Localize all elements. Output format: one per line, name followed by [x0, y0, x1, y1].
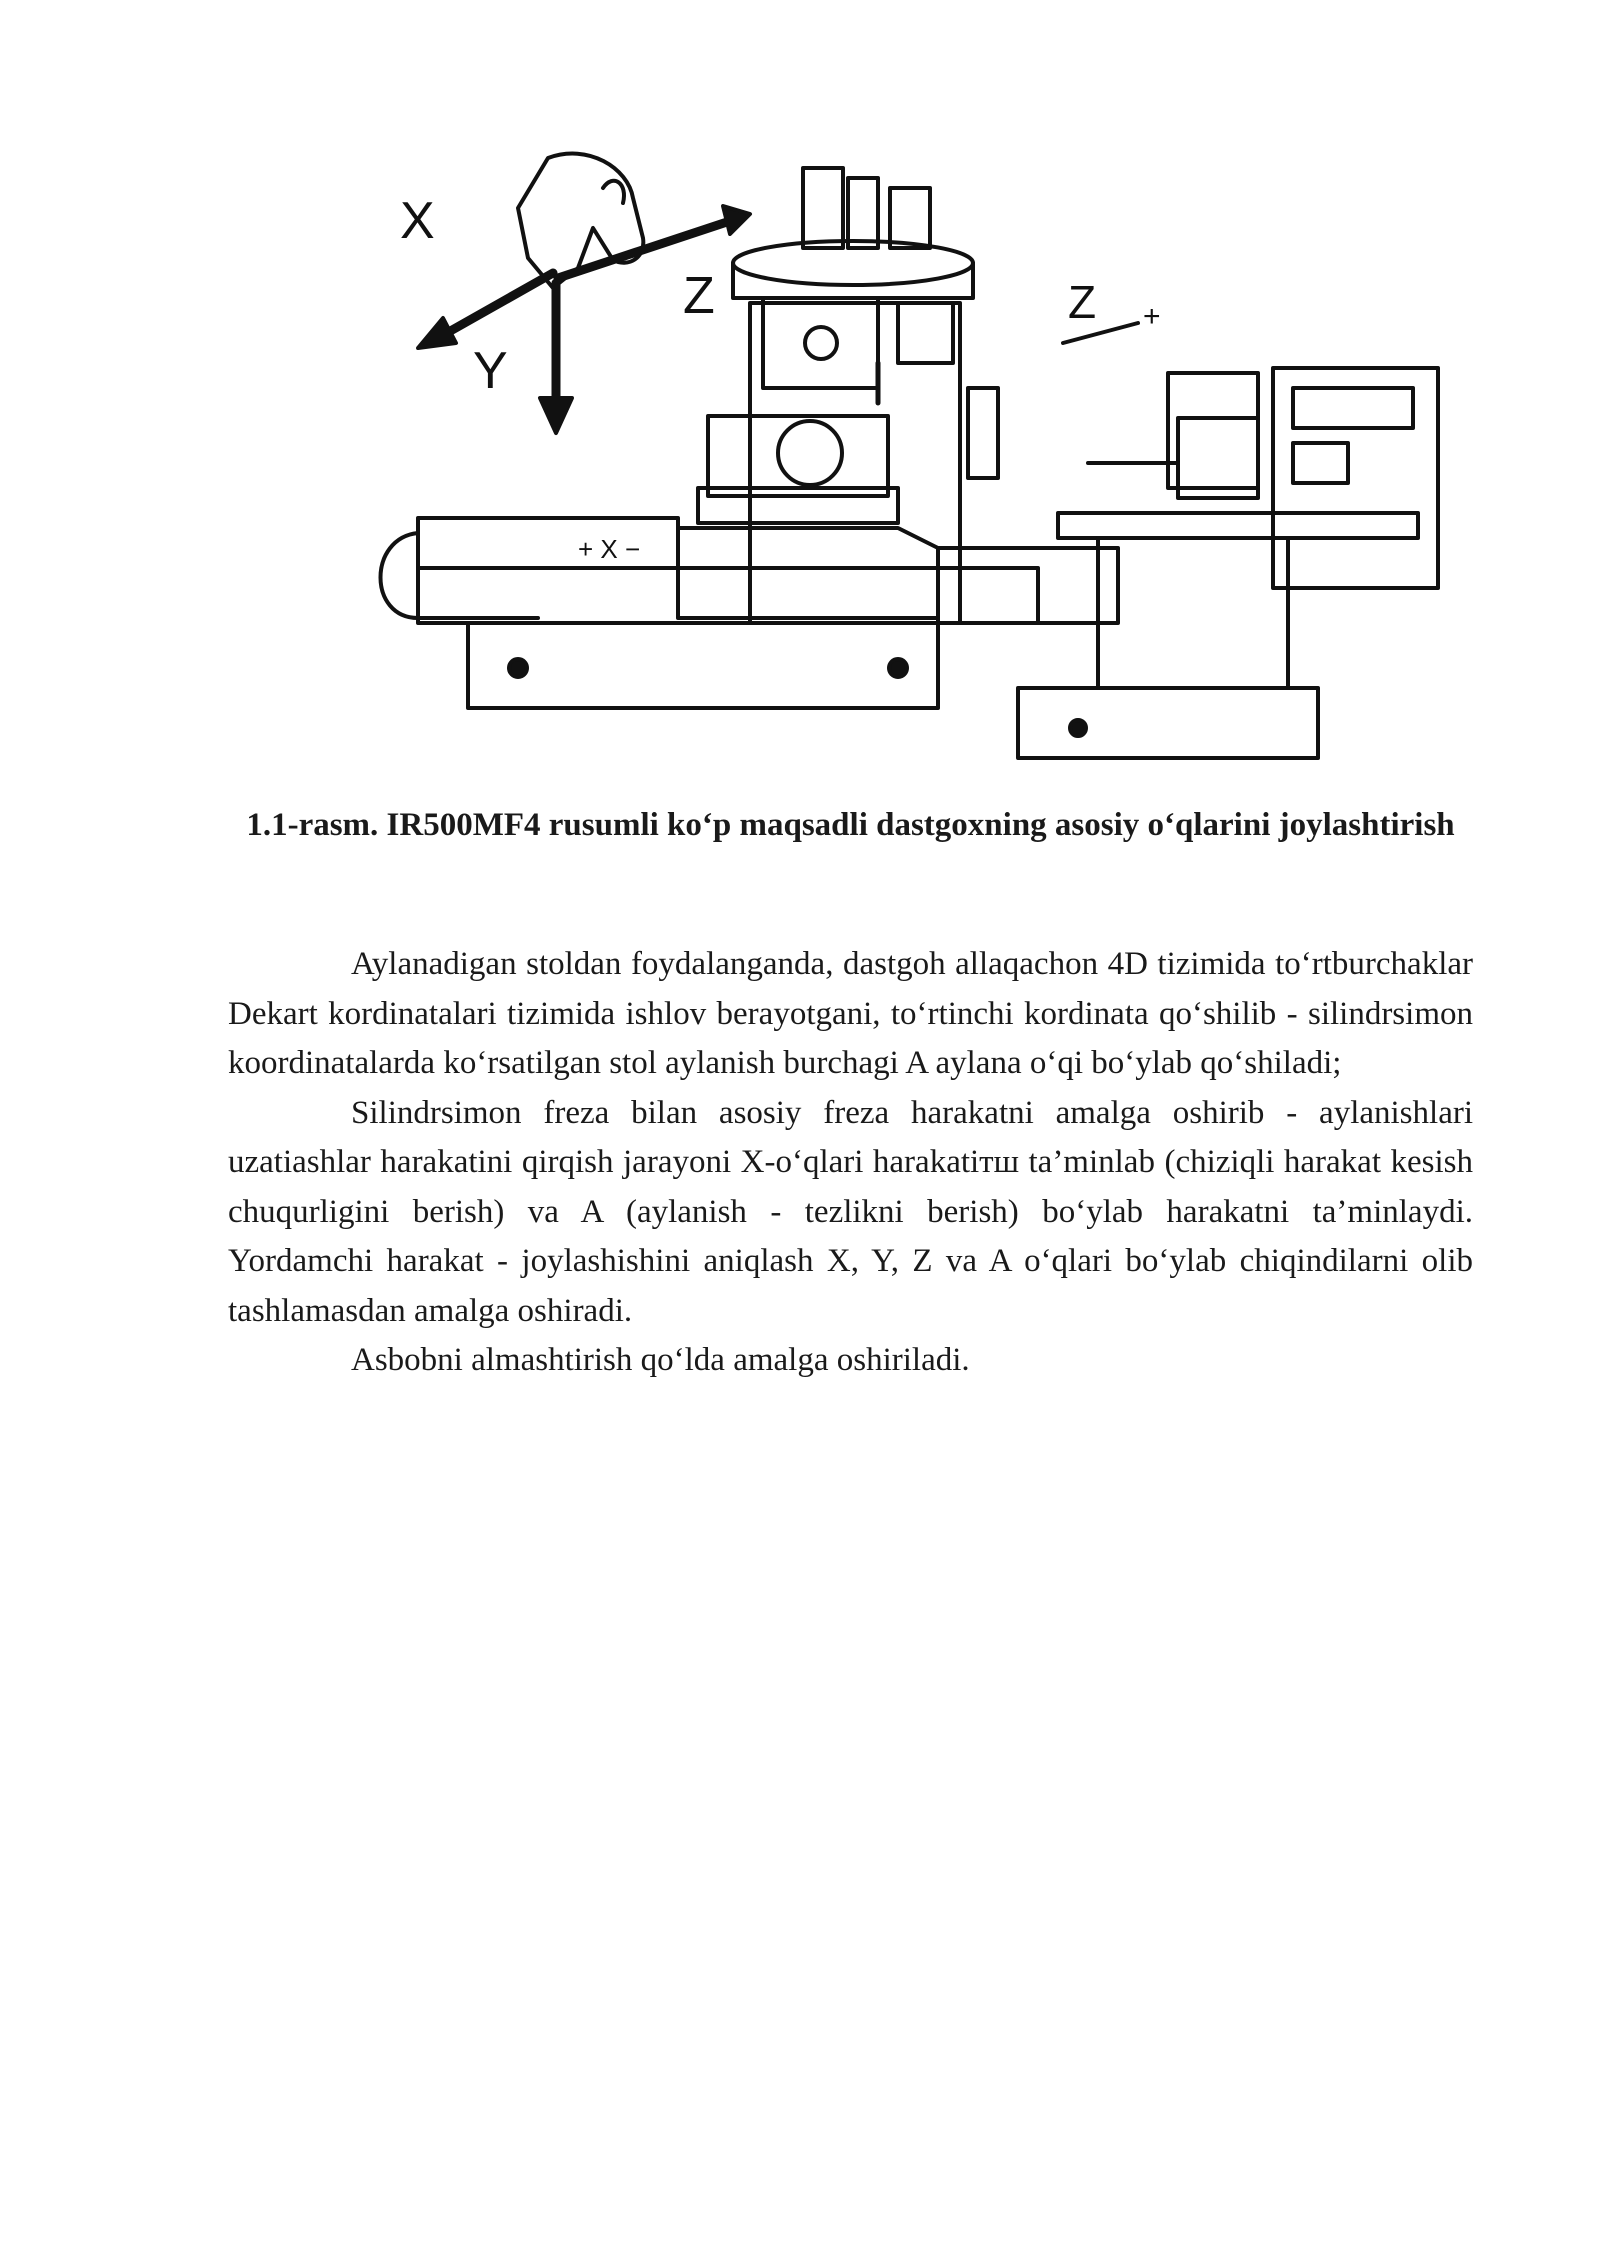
pallet-stand [1098, 538, 1288, 688]
tool-holder-3 [890, 188, 930, 248]
tool-holder-1 [803, 168, 843, 248]
bed-extension [938, 548, 1118, 623]
electrical-cabinet [1168, 373, 1258, 488]
spindle-head [763, 298, 878, 388]
head-motor [898, 303, 953, 363]
x-axis-arrow [438, 273, 553, 338]
x-arrowhead [418, 318, 456, 348]
bolt-right [889, 659, 907, 677]
column-scale [968, 388, 998, 478]
spindle-gear [805, 327, 837, 359]
machine-drawing [378, 148, 1458, 788]
pallet-bolt [1070, 720, 1086, 736]
paragraph-3: Asbobni almashtirish qo‘lda amalga oshiriladi. [351, 1342, 970, 1378]
control-panel [1293, 388, 1413, 428]
cable-chain [418, 533, 538, 618]
y-axis-label: Y [473, 342, 508, 400]
z-arrowhead [723, 206, 750, 234]
rotary-chuck [778, 421, 842, 485]
body-text [228, 940, 1473, 1386]
rotary-table [698, 488, 898, 523]
x-axis-label: X [400, 192, 435, 250]
cable-loop [381, 533, 419, 618]
z-axis-label: Z [683, 267, 715, 325]
table-saddle [678, 528, 938, 618]
hand-finger [603, 181, 624, 203]
paragraph-1: Aylanadigan stoldan foydalanganda, dastgoh allaqachon 4D tizimida to‘rtburchaklar Dekart kordinatalari tizimida ishlov berayotgani, to‘rtinchi kordinata qo‘shilib - silindrsimon koordinatalarda ko‘rsatilgan stol aylanish burchagi A aylana o‘qi bo‘ylab qo‘shiladi; [228, 946, 1473, 1081]
pallet-base [1018, 688, 1318, 758]
machine-figure [378, 148, 1458, 788]
y-arrowhead [540, 398, 572, 433]
pallet-rail [1058, 513, 1418, 538]
figure-caption: 1.1-rasm. IR500MF4 rusumli ko‘p maqsadli dastgoxning asosiy o‘qlarini joylashtirish [246, 807, 1455, 843]
bed-body [418, 568, 1038, 623]
plus-label: + [1143, 300, 1161, 333]
paragraph-2: Silindrsimon freza bilan asosiy freza harakatni amalga oshirib - aylanishlari uzatiashlar harakatini qirqish jarayoni X-o‘qlari harakatiтш ta’minlab (chiziqli harakat kesish chuqurligini berish) va A (aylanish - tezlikni berish) bo‘ylab harakatni ta’minlaydi. Yordamchi harakat - joylashishini aniqlash X, Y, Z va A o‘qlari bo‘ylab chiqindilarni olib tashlamasdan amalga oshiradi. [228, 1094, 1473, 1329]
table-x-label: + X − [578, 534, 641, 564]
control-buttons [1293, 443, 1348, 483]
bed-base [468, 623, 938, 708]
bolt-left [509, 659, 527, 677]
z2-axis-label: Z [1068, 276, 1097, 328]
tool-holder-2 [848, 178, 878, 248]
